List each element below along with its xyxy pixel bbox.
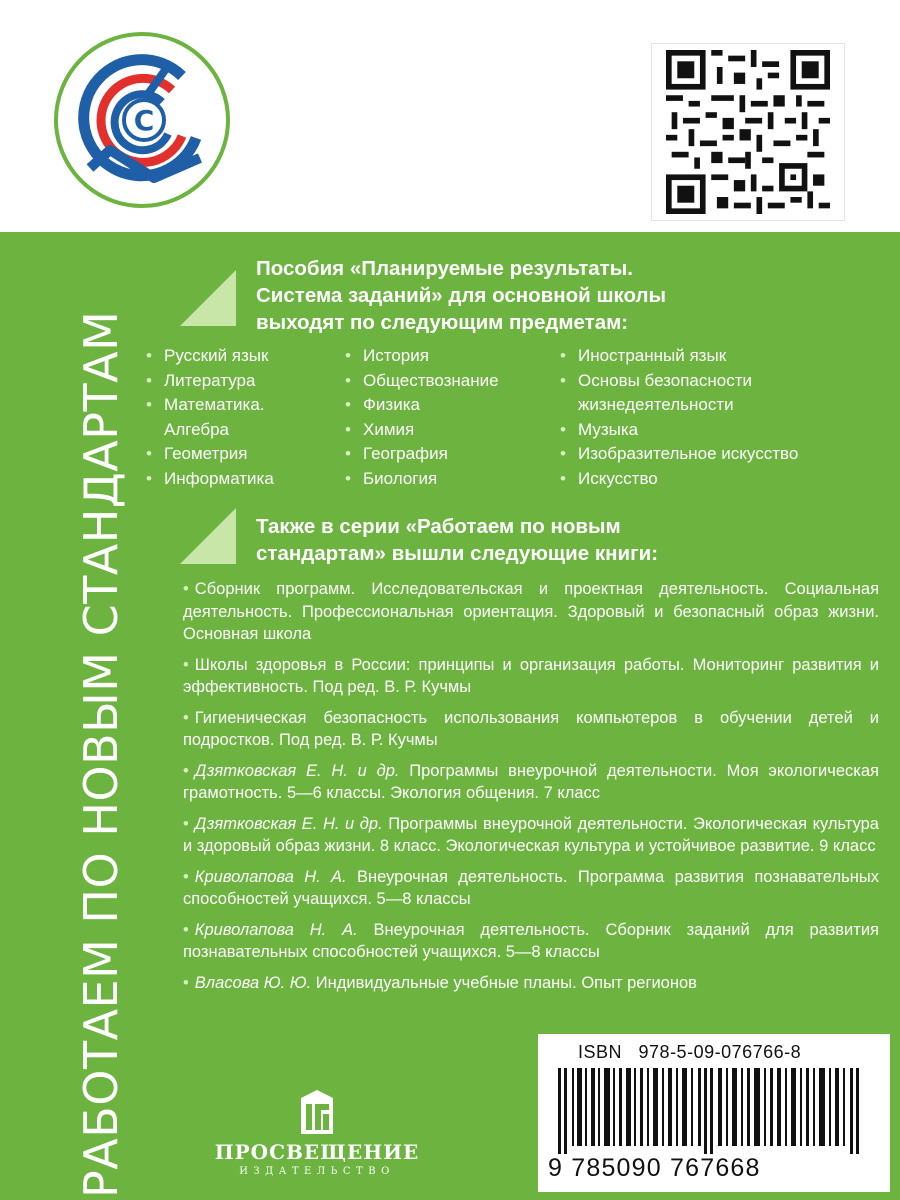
triangle-accent-2	[180, 508, 236, 564]
heading-subjects-line: Система заданий» для основной школы	[256, 284, 667, 307]
subject-item: • История	[345, 344, 499, 369]
book-item: • Дзятковская Е. Н. и др. Программы внеурочной деятельности. Экологическая культура и здоровый образ жизни. 8 класс. Экологическая культура и устойчивое развитие. 9 класс	[183, 814, 879, 855]
book-title: Гигиеническая безопасность использования компьютеров в обучении детей и подростков. Под ред. В. Р. Кучмы	[183, 708, 879, 749]
series-logo-icon	[50, 28, 234, 212]
book-title: Внеурочная деятельность. Сборник заданий для развития познавательных способностей учащихся. 5—8 классы	[183, 920, 879, 961]
svg-text:С: С	[133, 104, 155, 137]
subject-item: • Музыка	[560, 418, 798, 443]
book-title: Школы здоровья в России: принципы и организация работы. Мониторинг развития и эффективность. Под ред. В. Р. Кучмы	[183, 655, 879, 696]
book-item: • Дзятковская Е. Н. и др. Программы внеурочной деятельности. Моя экологическая грамотность. 5—6 классы. Экология общения. 7 класс	[183, 761, 879, 802]
publisher-name: ПРОСВЕЩЕНИЕ	[214, 1140, 420, 1164]
qr-code	[652, 44, 844, 220]
book-author: Дзятковская Е. Н. и др.	[194, 761, 400, 780]
barcode-icon	[558, 1068, 870, 1154]
subject-item: • География	[345, 442, 499, 467]
book-title: Внеурочная деятельность. Программа развития познавательных способностей учащихся. 5—8 классы	[183, 867, 879, 908]
books-list	[183, 578, 879, 1002]
book-item: • Криволапова Н. А. Внеурочная деятельность. Программа развития познавательных способностей учащихся. 5—8 классы	[183, 867, 879, 908]
book-author: Криволапова Н. А.	[194, 867, 347, 886]
subject-item: • Литература	[146, 369, 274, 394]
barcode-digits: 9 785090 767668	[548, 1154, 761, 1182]
book-author: Власова Ю. Ю.	[194, 973, 312, 992]
subject-item: • Геометрия	[146, 442, 274, 467]
book-item: • Власова Ю. Ю. Индивидуальные учебные планы. Опыт регионов	[183, 973, 697, 992]
book-item: • Гигиеническая безопасность использования компьютеров в обучении детей и подростков. Под ред. В. Р. Кучмы	[183, 708, 879, 749]
subject-item: • Изобразительное искусство	[560, 442, 798, 467]
heading-books-line: стандартам» вышли следующие книги:	[256, 542, 659, 565]
book-title: Программы внеурочной деятельности. Моя экологическая грамотность. 5—6 классы. Экология общения. 7 класс	[183, 761, 879, 802]
qr-code-icon	[662, 50, 834, 214]
subject-item: • Биология	[345, 467, 499, 492]
book-title: Индивидуальные учебные планы. Опыт регионов	[315, 973, 697, 992]
subject-item: • Русский язык	[146, 344, 274, 369]
subject-item: • Основы безопасности	[560, 369, 798, 394]
subject-item: • Иностранный язык	[560, 344, 798, 369]
book-author: Дзятковская Е. Н. и др.	[194, 814, 383, 833]
heading-books-line: Также в серии «Работаем по новым	[256, 515, 621, 538]
subject-item: • Математика.	[146, 393, 274, 418]
publisher-logo-icon	[291, 1088, 343, 1138]
subject-item: • Обществознание	[345, 369, 499, 394]
book-item: • Сборник программ. Исследовательская и проектная деятельность. Социальная деятельность. Профессиональная ориентация. Здоровый и безопасный образ жизни. Основная школа	[183, 580, 879, 643]
subjects-column-1	[146, 344, 274, 491]
isbn-line	[578, 1042, 801, 1063]
publisher-subtitle: ИЗДАТЕЛЬСТВО	[239, 1166, 395, 1177]
subject-item: • Информатика	[146, 467, 274, 492]
book-author: Криволапова Н. А.	[194, 920, 358, 939]
subject-item: • Искусство	[560, 467, 798, 492]
book-item: • Криволапова Н. А. Внеурочная деятельность. Сборник заданий для развития познавательных способностей учащихся. 5—8 классы	[183, 920, 879, 961]
heading-subjects-line: Пособия «Планируемые результаты.	[256, 257, 633, 280]
subjects-column-2	[345, 344, 499, 491]
isbn-number: 978-5-09-076766-8	[638, 1042, 802, 1062]
subject-item: • Физика	[345, 393, 499, 418]
book-title: Программы внеурочной деятельности. Экологическая культура и здоровый образ жизни. 8 класс. Экологическая культура и устойчивое развитие. 9 класс	[183, 814, 879, 855]
heading-books	[256, 513, 658, 567]
heading-subjects	[256, 255, 666, 336]
subject-item: • Химия	[345, 418, 499, 443]
vertical-series-title: РАБОТАЕМ ПО НОВЫМ СТАНДАРТАМ	[74, 310, 128, 1198]
isbn-label: ISBN	[578, 1042, 623, 1062]
subjects-column-3	[560, 344, 798, 491]
triangle-accent-1	[180, 270, 236, 326]
publisher-block	[188, 1088, 446, 1177]
heading-subjects-line: выходят по следующим предметам:	[256, 311, 629, 334]
subject-item-continued: жизнедеятельности	[578, 395, 734, 414]
isbn-barcode-box	[538, 1034, 890, 1192]
book-title: Сборник программ. Исследовательская и проектная деятельность. Социальная деятельность. Профессиональная ориентация. Здоровый и безопасный образ жизни. Основная школа	[183, 580, 879, 643]
subject-item-continued: Алгебра	[164, 419, 229, 439]
book-item: • Школы здоровья в России: принципы и организация работы. Мониторинг развития и эффективность. Под ред. В. Р. Кучмы	[183, 655, 879, 696]
